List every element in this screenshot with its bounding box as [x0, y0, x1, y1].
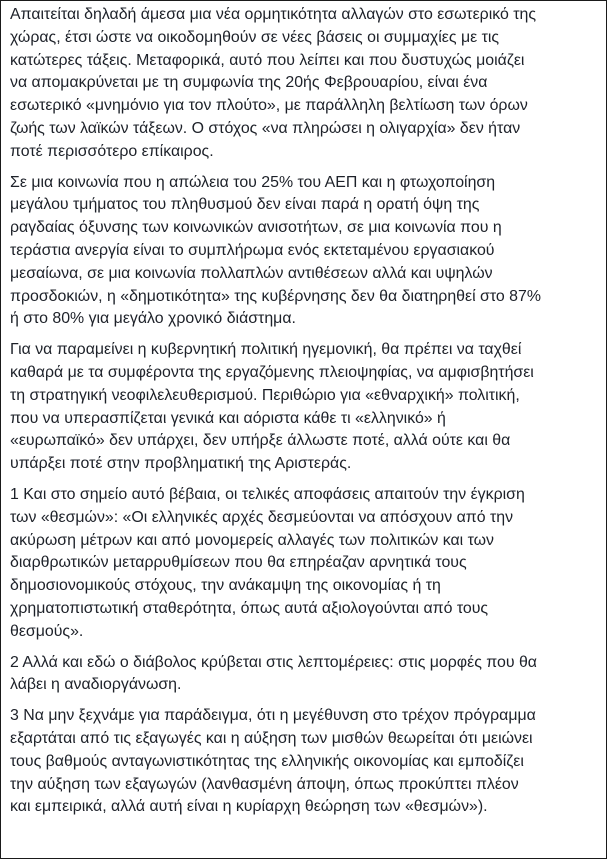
text-line: και εμπειρικά, αλλά αυτή είναι η κυρίαρχη θεώρηση των «θεσμών»).: [10, 798, 488, 816]
text-line: θεσμούς».: [10, 622, 84, 640]
text-line: χώρας, έτσι ώστε να οικοδομηθούν σε νέες βάσεις οι συμμαχίες με τις: [10, 28, 500, 46]
paragraph-gap: [10, 697, 600, 705]
text-line: λάβει η αναδιοργάνωση.: [10, 676, 182, 694]
text-line: καθαρά με τα συμφέροντα της εργαζόμενης πλειοψηφίας, να αμφισβητήσει: [10, 363, 534, 381]
text-line: ραγδαίας όξυνσης των κοινωνικών ανισοτήτων, σε μια κοινωνία που η: [10, 219, 502, 237]
paragraph-gap: [10, 331, 600, 339]
text-line: που να υπερασπίζεται γενικά και αόριστα κάθε τι «ελληνικό» ή: [10, 409, 446, 427]
paragraph-internal-change: [10, 4, 600, 164]
text-line: τους βαθμούς ανταγωνιστικότητας της ελληνικής οικονομίας και εμποδίζει: [10, 752, 524, 770]
text-line: ζωής των λαϊκών τάξεων. Ο στόχος «να πληρώσει η ολιγαρχία» δεν ήταν: [10, 119, 521, 137]
text-line: των «θεσμών»: «Οι ελληνικές αρχές δεσμεύονται να απόσχουν από την: [10, 508, 514, 526]
text-line: τεράστια ανεργία είναι το συμπλήρωμα ενός εκτεταμένου εργασιακού: [10, 241, 495, 259]
text-line: Απαιτείται δηλαδή άμεσα μια νέα ορμητικότητα αλλαγών στο εσωτερικό της: [10, 6, 536, 23]
text-line: υπάρξει ποτέ στην προβληματική της Αριστεράς.: [10, 455, 352, 473]
footnote-3: [10, 705, 600, 819]
paragraph-society: [10, 172, 600, 332]
text-line: κατώτερες τάξεις. Μεταφορικά, αυτό που λείπει και που δυστυχώς μοιάζει: [10, 51, 525, 69]
footnote-1: [10, 484, 600, 644]
text-line: ή στο 80% για μεγάλο χρονικό διάστημα.: [10, 310, 296, 328]
paragraph-hegemony: [10, 339, 600, 476]
text-line: προσδοκιών, η «δημοτικότητα» της κυβέρνησης δεν θα διατηρηθεί στο 87%: [10, 287, 541, 305]
text-line: την αύξηση των εξαγωγών (λανθασμένη άποψη, όπως προκύπτει πλέον: [10, 775, 519, 793]
article-body: [10, 4, 600, 819]
text-line: τη στρατηγική νεοφιλελευθερισμού. Περιθώριο για «εθναρχική» πολιτική,: [10, 386, 520, 404]
text-line: να απομακρύνεται με τη συμφωνία της 20ής Φεβρουαρίου, είναι ένα: [10, 74, 488, 92]
text-line: 3 Να μην ξεχνάμε για παράδειγμα, ότι η μεγέθυνση στο τρέχον πρόγραμμα: [10, 707, 536, 725]
text-line: ποτέ περισσότερο επίκαιρος.: [10, 142, 214, 160]
text-line: διαρθρωτικών μεταρρυθμίσεων που θα επηρέαζαν αρνητικά τους: [10, 554, 467, 572]
paragraph-gap: [10, 644, 600, 652]
text-line: δημοσιονομικούς στόχους, την ανάκαμψη της οικονομίας ή τη: [10, 577, 441, 595]
paragraph-gap: [10, 164, 600, 172]
text-line: εξαρτάται από τις εξαγωγές και η αύξηση των μισθών θεωρείται ότι μειώνει: [10, 729, 533, 747]
text-line: εσωτερικό «μνημόνιο για τον πλούτο», με παράλληλη βελτίωση των όρων: [10, 97, 528, 115]
text-line: Για να παραμείνει η κυβερνητική πολιτική ηγεμονική, θα πρέπει να ταχθεί: [10, 341, 522, 359]
text-line: μεσαίωνα, σε μια κοινωνία πολλαπλών αντιθέσεων αλλά και υψηλών: [10, 264, 493, 282]
text-line: μεγάλου τμήματος του πληθυσμού δεν είναι παρά η ορατή όψη της: [10, 196, 480, 214]
text-line: «ευρωπαϊκό» δεν υπάρχει, δεν υπήρξε άλλωστε ποτέ, αλλά ούτε και θα: [10, 432, 511, 450]
footnote-2: [10, 652, 600, 698]
paragraph-gap: [10, 476, 600, 484]
text-line: Σε μια κοινωνία που η απώλεια του 25% του ΑΕΠ και η φτωχοποίηση: [10, 173, 496, 191]
text-line: χρηματοπιστωτική σταθερότητα, όπως αυτά αξιολογούνται από τους: [10, 599, 489, 617]
text-line: ακύρωση μέτρων και από μονομερείς αλλαγές των πολιτικών και των: [10, 531, 494, 549]
text-line: 2 Αλλά και εδώ ο διάβολος κρύβεται στις λεπτομέρειες: στις μορφές που θα: [10, 653, 537, 671]
text-line: 1 Και στο σημείο αυτό βέβαια, οι τελικές αποφάσεις απαιτούν την έγκριση: [10, 485, 525, 503]
